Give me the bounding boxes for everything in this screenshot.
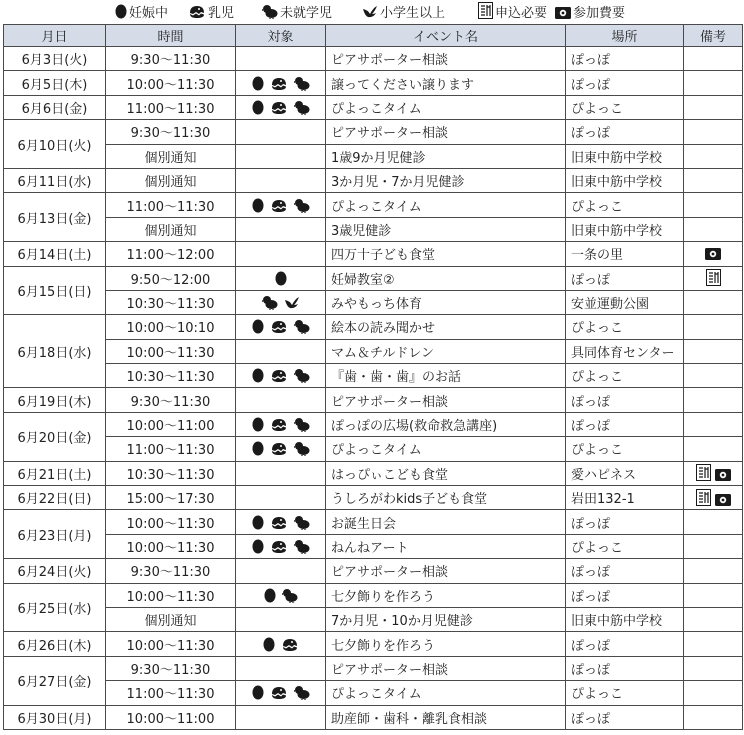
legend xyxy=(0,0,744,22)
fee-icon xyxy=(715,494,731,506)
place-cell: 旧東中筋中学校 xyxy=(566,217,684,241)
notes-cell xyxy=(684,242,743,266)
fee-icon xyxy=(715,469,731,481)
place-cell: ぽっぽ xyxy=(566,559,684,583)
table-row xyxy=(4,705,743,729)
table-row xyxy=(4,656,743,680)
time-cell: 9:30〜11:30 xyxy=(106,120,236,144)
table-row xyxy=(4,193,743,217)
chick-icon xyxy=(294,198,310,213)
table-row xyxy=(4,534,743,558)
table-row xyxy=(4,437,743,461)
notes-cell xyxy=(684,437,743,461)
event-schedule-table xyxy=(3,24,743,730)
place-cell: ぴよっこ xyxy=(566,95,684,119)
target-cell xyxy=(236,437,326,461)
time-cell: 9:30〜11:30 xyxy=(106,47,236,71)
target-cell xyxy=(236,339,326,363)
chick-icon xyxy=(294,76,310,91)
hatching-chick-icon xyxy=(270,368,288,383)
place-cell: 愛ハピネス xyxy=(566,461,684,485)
application-required-icon xyxy=(478,2,493,19)
header-notes: 備考 xyxy=(684,25,743,47)
place-cell: ぴよっこ xyxy=(566,681,684,705)
event-name-cell: ピアサポーター相談 xyxy=(326,656,566,680)
table-row xyxy=(4,632,743,656)
table-row xyxy=(4,71,743,95)
legend-item xyxy=(188,2,234,21)
date-cell: 6月5日(木) xyxy=(4,71,106,95)
notes-cell xyxy=(684,47,743,71)
event-name-cell: 妊婦教室② xyxy=(326,266,566,290)
notes-cell xyxy=(684,461,743,485)
header-date: 月日 xyxy=(4,25,106,47)
chick-icon xyxy=(294,417,310,432)
target-cell xyxy=(236,534,326,558)
time-cell: 10:00〜11:00 xyxy=(106,412,236,436)
fee-icon xyxy=(555,7,571,19)
target-cell xyxy=(236,290,326,314)
table-row xyxy=(4,144,743,168)
notes-cell xyxy=(684,412,743,436)
table-row xyxy=(4,510,743,534)
hatching-chick-icon xyxy=(270,417,288,432)
date-cell: 6月26日(木) xyxy=(4,632,106,656)
target-cell xyxy=(236,486,326,510)
event-name-cell: みやもっち体育 xyxy=(326,290,566,314)
notes-cell xyxy=(684,705,743,729)
legend-item xyxy=(362,2,445,21)
place-cell: 旧東中筋中学校 xyxy=(566,607,684,631)
time-cell: 10:00〜11:30 xyxy=(106,71,236,95)
hatching-chick-icon xyxy=(270,198,288,213)
time-cell: 10:00〜11:30 xyxy=(106,339,236,363)
egg-icon xyxy=(115,3,127,19)
event-name-cell: うしろがわkids子ども食堂 xyxy=(326,486,566,510)
target-cell xyxy=(236,217,326,241)
egg-icon xyxy=(252,440,264,456)
egg-icon xyxy=(252,538,264,554)
place-cell: ぽっぽ xyxy=(566,388,684,412)
notes-cell xyxy=(684,95,743,119)
place-cell: ぴよっこ xyxy=(566,437,684,461)
place-cell: ぽっぽ xyxy=(566,656,684,680)
place-cell: ぽっぽ xyxy=(566,583,684,607)
date-cell: 6月25日(水) xyxy=(4,583,106,632)
header-time: 時間 xyxy=(106,25,236,47)
egg-icon xyxy=(252,75,264,91)
hatching-chick-icon xyxy=(270,76,288,91)
place-cell: ぽっぽ xyxy=(566,510,684,534)
place-cell: 具同体育センター xyxy=(566,339,684,363)
time-cell: 個別通知 xyxy=(106,607,236,631)
table-row xyxy=(4,266,743,290)
notes-cell xyxy=(684,534,743,558)
chick-icon xyxy=(294,319,310,334)
chick-icon xyxy=(282,588,298,603)
legend-label: 申込必要 xyxy=(495,6,548,21)
place-cell: 旧東中筋中学校 xyxy=(566,168,684,192)
bird-icon xyxy=(284,296,300,310)
time-cell: 11:00〜11:30 xyxy=(106,193,236,217)
target-cell xyxy=(236,71,326,95)
event-name-cell: ピアサポーター相談 xyxy=(326,559,566,583)
legend-item xyxy=(115,2,168,21)
event-name-cell: ぴよっこタイム xyxy=(326,437,566,461)
target-cell xyxy=(236,510,326,534)
place-cell: ぽっぽ xyxy=(566,71,684,95)
target-cell xyxy=(236,607,326,631)
hatching-chick-icon xyxy=(188,4,206,19)
date-cell: 6月22日(日) xyxy=(4,486,106,510)
event-name-cell: 四万十子ども食堂 xyxy=(326,242,566,266)
egg-icon xyxy=(252,318,264,334)
table-row xyxy=(4,364,743,388)
time-cell: 9:50〜12:00 xyxy=(106,266,236,290)
chick-icon xyxy=(294,539,310,554)
egg-icon xyxy=(252,367,264,383)
event-name-cell: 譲ってください譲ります xyxy=(326,71,566,95)
chick-icon xyxy=(294,515,310,530)
legend-label: 小学生以上 xyxy=(380,6,446,21)
egg-icon xyxy=(252,197,264,213)
time-cell: 10:30〜11:30 xyxy=(106,461,236,485)
date-cell: 6月6日(金) xyxy=(4,95,106,119)
time-cell: 11:00〜11:30 xyxy=(106,95,236,119)
table-row xyxy=(4,95,743,119)
legend-label: 乳児 xyxy=(208,6,235,21)
time-cell: 10:30〜11:30 xyxy=(106,364,236,388)
date-cell: 6月24日(火) xyxy=(4,559,106,583)
date-cell: 6月20日(金) xyxy=(4,412,106,461)
place-cell: ぴよっこ xyxy=(566,315,684,339)
time-cell: 10:00〜11:00 xyxy=(106,705,236,729)
notes-cell xyxy=(684,339,743,363)
table-row xyxy=(4,242,743,266)
notes-cell xyxy=(684,120,743,144)
date-cell: 6月19日(木) xyxy=(4,388,106,412)
table-row xyxy=(4,461,743,485)
event-name-cell: 3か月児・7か月児健診 xyxy=(326,168,566,192)
header-target: 対象 xyxy=(236,25,326,47)
place-cell: ぽっぽ xyxy=(566,266,684,290)
egg-icon xyxy=(263,636,275,652)
target-cell xyxy=(236,144,326,168)
notes-cell xyxy=(684,168,743,192)
event-name-cell: 絵本の読み聞かせ xyxy=(326,315,566,339)
chick-icon xyxy=(294,368,310,383)
legend-item xyxy=(555,2,625,21)
table-row xyxy=(4,583,743,607)
fee-icon xyxy=(705,248,721,260)
hatching-chick-icon xyxy=(270,100,288,115)
hatching-chick-icon xyxy=(270,539,288,554)
date-cell: 6月10日(火) xyxy=(4,120,106,169)
header-event: イベント名 xyxy=(326,25,566,47)
egg-icon xyxy=(264,587,276,603)
event-name-cell: はっぴぃこども食堂 xyxy=(326,461,566,485)
time-cell: 個別通知 xyxy=(106,144,236,168)
date-cell: 6月13日(金) xyxy=(4,193,106,242)
table-row xyxy=(4,388,743,412)
table-row xyxy=(4,290,743,314)
application-required-icon xyxy=(696,489,711,506)
legend-item xyxy=(262,2,332,21)
target-cell xyxy=(236,681,326,705)
event-name-cell: 七夕飾りを作ろう xyxy=(326,583,566,607)
event-name-cell: ぴよっこタイム xyxy=(326,193,566,217)
time-cell: 15:00〜17:30 xyxy=(106,486,236,510)
date-cell: 6月3日(火) xyxy=(4,47,106,71)
hatching-chick-icon xyxy=(270,685,288,700)
notes-cell xyxy=(684,632,743,656)
chick-icon xyxy=(262,295,278,310)
time-cell: 9:30〜11:30 xyxy=(106,656,236,680)
target-cell xyxy=(236,583,326,607)
egg-icon xyxy=(252,684,264,700)
egg-icon xyxy=(252,416,264,432)
event-name-cell: 7か月児・10か月児健診 xyxy=(326,607,566,631)
egg-icon xyxy=(252,514,264,530)
event-name-cell: 3歳児健診 xyxy=(326,217,566,241)
time-cell: 10:30〜11:30 xyxy=(106,290,236,314)
event-name-cell: ぴよっこタイム xyxy=(326,95,566,119)
hatching-chick-icon xyxy=(270,515,288,530)
date-cell: 6月23日(月) xyxy=(4,510,106,559)
notes-cell xyxy=(684,388,743,412)
legend-label: 妊娠中 xyxy=(129,6,169,21)
time-cell: 個別通知 xyxy=(106,168,236,192)
date-cell: 6月11日(水) xyxy=(4,168,106,192)
date-cell: 6月14日(土) xyxy=(4,242,106,266)
target-cell xyxy=(236,632,326,656)
time-cell: 10:00〜10:10 xyxy=(106,315,236,339)
notes-cell xyxy=(684,217,743,241)
notes-cell xyxy=(684,71,743,95)
event-name-cell: ピアサポーター相談 xyxy=(326,388,566,412)
event-name-cell: お誕生日会 xyxy=(326,510,566,534)
date-cell: 6月15日(日) xyxy=(4,266,106,315)
application-required-icon xyxy=(696,464,711,481)
table-row xyxy=(4,486,743,510)
place-cell: ぴよっこ xyxy=(566,193,684,217)
hatching-chick-icon xyxy=(270,441,288,456)
notes-cell xyxy=(684,559,743,583)
place-cell: ぽっぽ xyxy=(566,705,684,729)
time-cell: 11:00〜11:30 xyxy=(106,681,236,705)
header-place: 場所 xyxy=(566,25,684,47)
place-cell: ぽっぽ xyxy=(566,632,684,656)
target-cell xyxy=(236,95,326,119)
event-name-cell: マム＆チルドレン xyxy=(326,339,566,363)
place-cell: 一条の里 xyxy=(566,242,684,266)
table-row xyxy=(4,315,743,339)
table-row xyxy=(4,559,743,583)
notes-cell xyxy=(684,315,743,339)
notes-cell xyxy=(684,486,743,510)
target-cell xyxy=(236,388,326,412)
table-row xyxy=(4,47,743,71)
date-cell: 6月27日(金) xyxy=(4,656,106,705)
table-row xyxy=(4,412,743,436)
time-cell: 9:30〜11:30 xyxy=(106,559,236,583)
date-cell: 6月18日(水) xyxy=(4,315,106,388)
time-cell: 10:00〜11:30 xyxy=(106,510,236,534)
target-cell xyxy=(236,315,326,339)
hatching-chick-icon xyxy=(270,319,288,334)
chick-icon xyxy=(294,441,310,456)
notes-cell xyxy=(684,681,743,705)
time-cell: 10:00〜11:30 xyxy=(106,632,236,656)
hatching-chick-icon xyxy=(281,637,299,652)
place-cell: 安並運動公園 xyxy=(566,290,684,314)
notes-cell xyxy=(684,607,743,631)
notes-cell xyxy=(684,144,743,168)
notes-cell xyxy=(684,290,743,314)
notes-cell xyxy=(684,583,743,607)
time-cell: 個別通知 xyxy=(106,217,236,241)
event-name-cell: ねんねアート xyxy=(326,534,566,558)
event-name-cell: ピアサポーター相談 xyxy=(326,120,566,144)
table-row xyxy=(4,681,743,705)
place-cell: ぽっぽ xyxy=(566,120,684,144)
date-cell: 6月21日(土) xyxy=(4,461,106,485)
bird-icon xyxy=(362,5,378,19)
target-cell xyxy=(236,412,326,436)
time-cell: 10:00〜11:30 xyxy=(106,534,236,558)
time-cell: 11:00〜11:30 xyxy=(106,437,236,461)
table-row xyxy=(4,120,743,144)
table-header-row xyxy=(4,25,743,47)
time-cell: 9:30〜11:30 xyxy=(106,388,236,412)
time-cell: 10:00〜11:30 xyxy=(106,583,236,607)
application-required-icon xyxy=(706,269,721,286)
legend-label: 参加費要 xyxy=(573,6,626,21)
notes-cell xyxy=(684,364,743,388)
table-row xyxy=(4,217,743,241)
target-cell xyxy=(236,242,326,266)
notes-cell xyxy=(684,193,743,217)
target-cell xyxy=(236,461,326,485)
event-name-cell: 助産師・歯科・離乳食相談 xyxy=(326,705,566,729)
time-cell: 11:00〜12:00 xyxy=(106,242,236,266)
target-cell xyxy=(236,266,326,290)
notes-cell xyxy=(684,510,743,534)
target-cell xyxy=(236,193,326,217)
chick-icon xyxy=(262,4,278,19)
event-name-cell: 七夕飾りを作ろう xyxy=(326,632,566,656)
target-cell xyxy=(236,656,326,680)
chick-icon xyxy=(294,685,310,700)
place-cell: ぽっぽ xyxy=(566,412,684,436)
table-row xyxy=(4,168,743,192)
target-cell xyxy=(236,364,326,388)
notes-cell xyxy=(684,266,743,290)
place-cell: ぽっぽ xyxy=(566,47,684,71)
table-row xyxy=(4,339,743,363)
place-cell: 旧東中筋中学校 xyxy=(566,144,684,168)
target-cell xyxy=(236,47,326,71)
event-name-cell: ぴよっこタイム xyxy=(326,681,566,705)
legend-item xyxy=(478,2,547,21)
target-cell xyxy=(236,120,326,144)
egg-icon xyxy=(252,99,264,115)
date-cell: 6月30日(月) xyxy=(4,705,106,729)
table-row xyxy=(4,607,743,631)
place-cell: ぴよっこ xyxy=(566,364,684,388)
chick-icon xyxy=(294,100,310,115)
target-cell xyxy=(236,168,326,192)
event-name-cell: 1歳9か月児健診 xyxy=(326,144,566,168)
legend-label: 未就学児 xyxy=(280,6,333,21)
place-cell: 岩田132-1 xyxy=(566,486,684,510)
target-cell xyxy=(236,705,326,729)
event-name-cell: ぽっぽの広場(救命救急講座) xyxy=(326,412,566,436)
egg-icon xyxy=(275,270,287,286)
target-cell xyxy=(236,559,326,583)
event-name-cell: 『歯・歯・歯』のお話 xyxy=(326,364,566,388)
event-name-cell: ピアサポーター相談 xyxy=(326,47,566,71)
notes-cell xyxy=(684,656,743,680)
place-cell: ぴよっこ xyxy=(566,534,684,558)
